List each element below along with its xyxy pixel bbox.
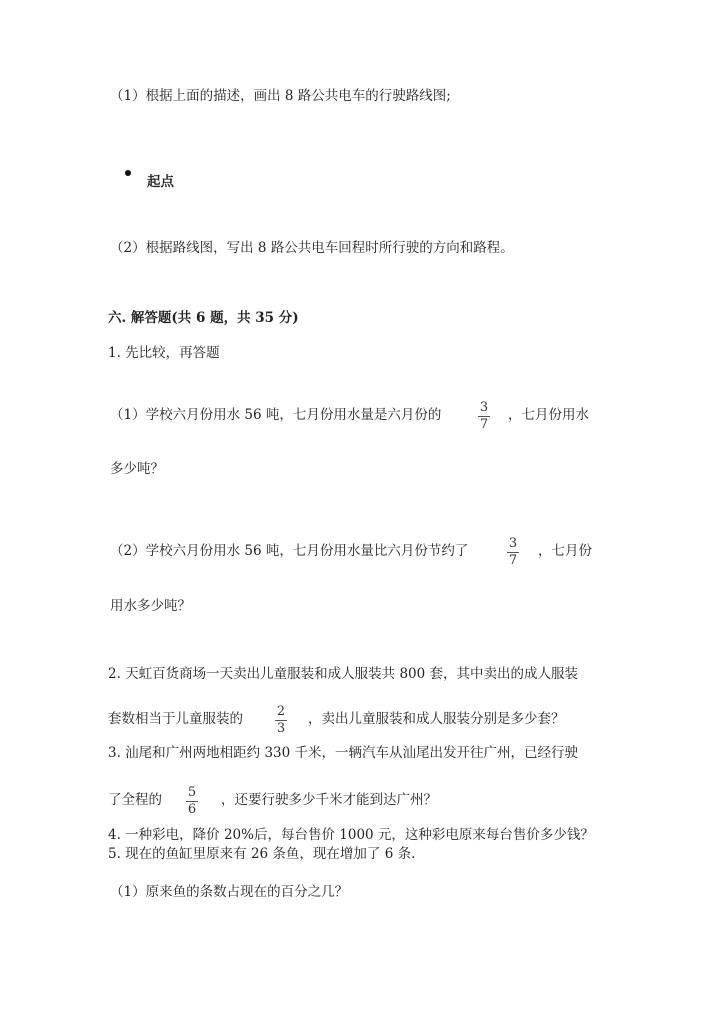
problem-1-title: 1. 先比较，再答题 [108,345,220,361]
problem-1-sub2-fraction [506,537,520,568]
problem-1-sub1-text-c: 多少吨？ [110,461,164,477]
problem-2-text-a: 2. 天虹百货商场一天卖出儿童服装和成人服装共 800 套，其中卖出的成人服装 [108,666,579,682]
fraction-numerator: 5 [187,785,197,800]
problem-1-sub2-text-b: ，七月份 [538,543,592,559]
problem-5-sub1-text: （1）原来鱼的条数占现在的百分之几？ [110,884,349,900]
problem-2-text-c: ，卖出儿童服装和成人服装分别是多少套？ [308,711,565,727]
problem-1-sub2-text-c: 用水多少吨？ [110,598,191,614]
problem-1-sub2-text-a: （2）学校六月份用水 56 吨，七月份用水量比六月份节约了 [110,543,469,559]
problem-3-text-a: 3. 汕尾和广州两地相距约 330 千米，一辆汽车从汕尾出发开往广州，已经行驶 [108,745,579,761]
fraction-numerator: 3 [508,536,518,551]
problem-3-text-b: 了全程的 [108,792,162,808]
fraction-numerator: 2 [276,704,286,719]
fraction-denominator: 6 [187,802,197,817]
start-label: 起点 [147,174,174,190]
problem-1-sub1-text-a: （1）学校六月份用水 56 吨，七月份用水量是六月份的 [110,407,442,423]
problem-1-sub1-fraction [477,401,491,432]
start-point-dot [125,170,131,176]
section-title: 六. 解答题(共 6 题，共 35 分) [108,310,299,326]
problem-2-fraction [274,705,288,736]
problem-4-text: 4. 一种彩电，降价 20%后，每台售价 1000 元，这种彩电原来每台售价多少钱？ [108,827,594,843]
q1-part2-text: （2）根据路线图，写出 8 路公共电车回程时所行驶的方向和路程。 [110,240,514,256]
fraction-numerator: 3 [479,400,489,415]
problem-3-text-c: ，还要行驶多少千米才能到达广州？ [221,792,437,808]
fraction-denominator: 3 [276,721,286,736]
problem-1-sub1-text-b: ，七月份用水 [508,407,589,423]
problem-2-text-b: 套数相当于儿童服装的 [108,711,243,727]
problem-5-title: 5. 现在的鱼缸里原来有 26 条鱼，现在增加了 6 条. [108,846,416,862]
q1-part1-text: （1）根据上面的描述，画出 8 路公共电车的行驶路线图; [110,88,451,104]
fraction-denominator: 7 [508,553,518,568]
problem-3-fraction [185,786,199,817]
fraction-denominator: 7 [479,417,489,432]
